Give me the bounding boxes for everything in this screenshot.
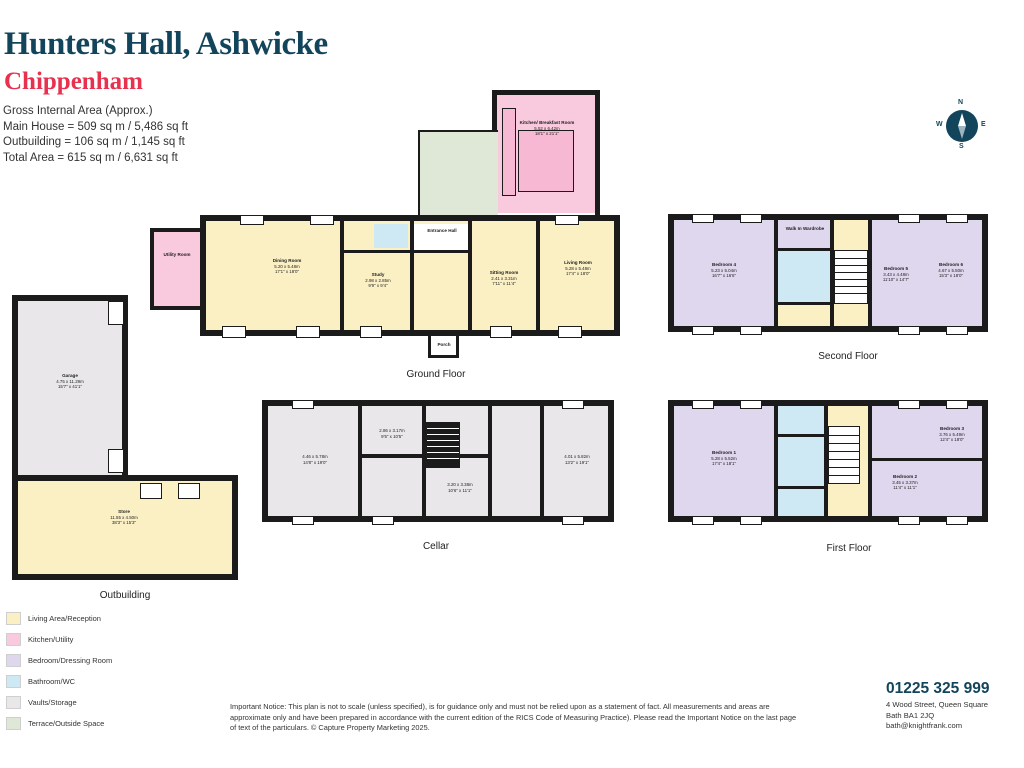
room-label-bedroom-4: Bedroom 4 5.23 x 5.04m 16'7" x 16'6" — [711, 262, 737, 279]
ground-floor-plan — [163, 90, 620, 355]
compass-north-label: N — [958, 99, 964, 106]
contact-address — [886, 700, 988, 732]
room-label-kitchen: Kitchen/ Breakfast Room 5.52 x 6.42m 18'1" x 21'1" — [519, 120, 575, 137]
area-line-0: Gross Internal Area (Approx.) — [3, 105, 153, 117]
cellar-label: Cellar — [422, 541, 450, 552]
room-label-bedroom-6: Bedroom 6 4.67 x 5.50m 15'3" x 18'0" — [938, 262, 964, 279]
legend-item-3 — [6, 671, 112, 692]
compass-west-label: W — [936, 121, 943, 128]
contact-email[interactable]: bath@knightfrank.com — [886, 721, 963, 730]
room-label-sitting: Sitting Room 2.41 x 3.31m 7'11" x 11'4" — [489, 270, 519, 287]
legend-swatch-bedroom — [6, 654, 21, 667]
room-label-bedroom-1: Bedroom 1 5.28 x 5.52m 17'4" x 18'1" — [711, 450, 737, 467]
legend-label-vaults: Vaults/Storage — [28, 698, 77, 707]
legend-item-2 — [6, 650, 112, 671]
room-label-utility: Utility Room — [163, 252, 191, 257]
room-label-garage: Garage 4.75 x 11.29m 15'7" x 41'1" — [56, 373, 84, 390]
legend-item-4 — [6, 692, 112, 713]
legend-label-living: Living Area/Reception — [28, 614, 101, 623]
legend — [6, 608, 112, 734]
page-subtitle: Chippenham — [4, 68, 143, 95]
contact-phone[interactable]: 01225 325 999 — [886, 680, 990, 697]
legend-swatch-living — [6, 612, 21, 625]
room-label-bedroom-2: Bedroom 2 3.45 x 3.37m 11'4" x 11'1" — [892, 474, 918, 491]
compass-rose — [946, 110, 978, 142]
cellar-plan — [262, 400, 614, 522]
room-label-store: Store 11.55 x 4.50m 38'3" x 15'3" — [110, 509, 138, 526]
address-line-1: 4 Wood Street, Queen Square — [886, 700, 989, 709]
room-label-entrance-hall: Entrance Hall — [427, 228, 457, 233]
room-label-dining: Dining Room 5.20 x 5.48m 17'1" x 18'0" — [272, 258, 302, 275]
area-line-1: Main House = 509 sq m / 5,486 sq ft — [3, 120, 189, 133]
area-line-2: Outbuilding = 106 sq m / 1,145 sq ft — [3, 136, 185, 148]
legend-label-kitchen: Kitchen/Utility — [28, 635, 74, 644]
ground-floor-label: Ground Floor — [406, 369, 466, 380]
second-floor-label: Second Floor — [818, 351, 878, 362]
cellar-room-label-1: 4.46 x 5.78m 14'8" x 19'0" — [302, 454, 328, 465]
page-title: Hunters Hall, Ashwicke — [4, 26, 328, 62]
important-notice: Important Notice: This plan is not to scale (unless specified), is for guidance only and must not be relied upon as a statement of fact. All measurements and areas are approximate only and have been prepared in accordance with the current edition of the RICS Code of Measuring Practice). Please read the Important Notice on the last page of text of the particulars. © Capture Property Marketing 2025. — [230, 702, 797, 733]
room-label-bedroom-3: Bedroom 3 3.76 x 5.49m 12'4" x 18'0" — [939, 426, 965, 443]
cellar-room-label-3: 3.20 x 3.38m 10'6" x 11'1" — [447, 482, 473, 493]
room-label-walk-in-wardrobe: Walk In Wardrobe — [785, 226, 825, 231]
outbuilding-label: Outbuilding — [99, 590, 151, 601]
second-floor-plan — [668, 214, 988, 332]
compass-icon — [936, 100, 988, 152]
legend-item-1 — [6, 629, 112, 650]
address-line-2: Bath BA1 2JQ — [886, 710, 935, 720]
legend-label-terrace: Terrace/Outside Space — [28, 719, 105, 728]
legend-item-5 — [6, 713, 112, 734]
room-label-porch: Porch — [437, 342, 451, 347]
cellar-stair — [426, 422, 460, 468]
first-floor-stair — [828, 426, 860, 484]
area-summary — [3, 104, 188, 166]
first-floor-plan — [668, 400, 988, 522]
compass-east-label: E — [981, 121, 986, 128]
legend-label-bathroom: Bathroom/WC — [28, 677, 76, 686]
area-line-3: Total Area = 615 sq m / 6,631 sq ft — [3, 151, 178, 164]
compass-south-label: S — [959, 143, 964, 150]
legend-swatch-bathroom — [6, 675, 21, 688]
legend-label-bedroom: Bedroom/Dressing Room — [28, 656, 113, 665]
cellar-room-label-2: 2.86 x 3.17m 9'5" x 10'5" — [379, 428, 405, 439]
room-label-bedroom-5: Bedroom 5 3.43 x 4.48m 11'10" x 14'7" — [882, 266, 910, 283]
room-label-living: Living Room 5.28 x 5.48m 17'4" x 18'0" — [564, 260, 592, 277]
first-floor-label: First Floor — [826, 543, 872, 554]
legend-item-0 — [6, 608, 112, 629]
room-label-study: Study 2.98 x 2.85m 9'9" x 9'4" — [365, 272, 391, 289]
outbuilding-plan — [12, 295, 238, 580]
cellar-room-label-4: 4.01 x 5.82m 13'2" x 19'1" — [564, 454, 590, 465]
second-floor-stair — [834, 250, 868, 304]
legend-swatch-kitchen — [6, 633, 21, 646]
legend-swatch-vaults — [6, 696, 21, 709]
legend-swatch-terrace — [6, 717, 21, 730]
